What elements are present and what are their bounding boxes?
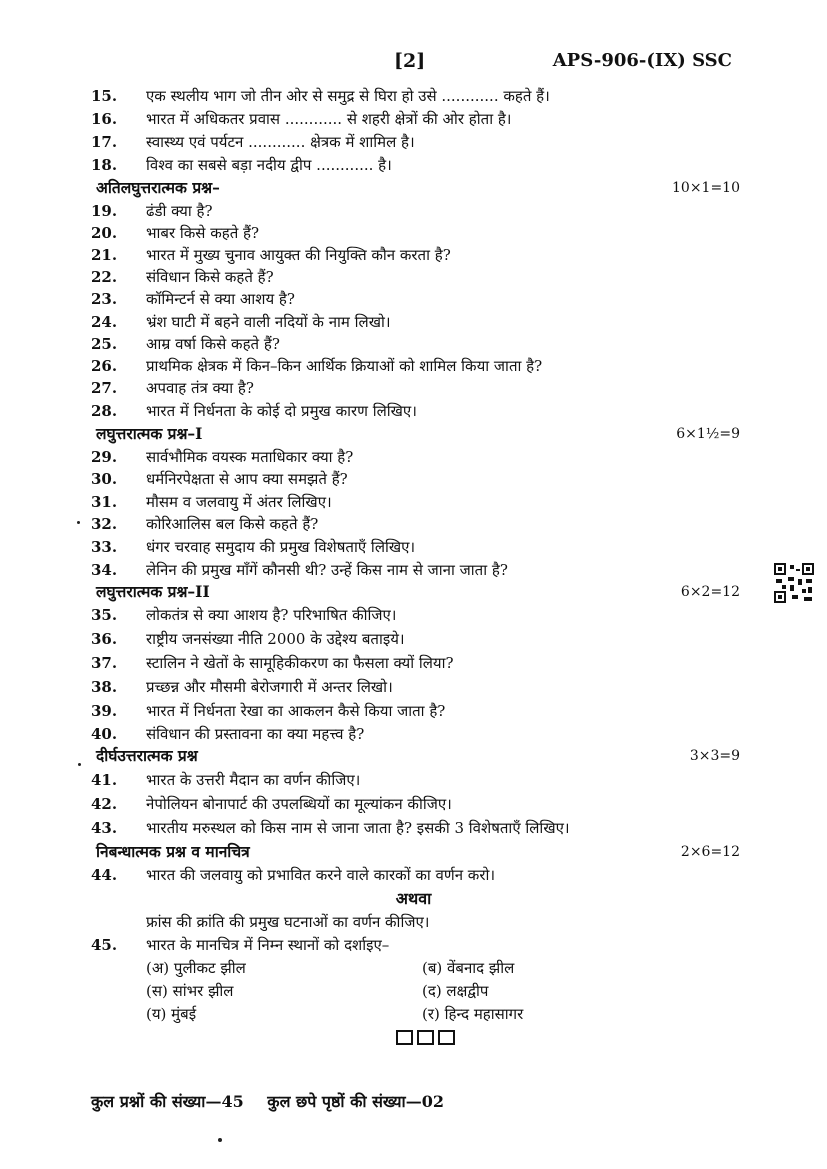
question-number: 27. xyxy=(91,379,118,397)
question-text: नेपोलियन बोनापार्ट की उपलब्धियों का मूल्यांकन कीजिए। xyxy=(146,795,452,813)
question-text: भारत के उत्तरी मैदान का वर्णन कीजिए। xyxy=(146,771,361,789)
question-number: 36. xyxy=(91,630,118,648)
section-title: लघुत्तरात्मक प्रश्न–II xyxy=(96,582,210,601)
question-number: 37. xyxy=(91,654,118,672)
question-number: 20. xyxy=(91,224,118,242)
section-title: अतिलघुत्तरात्मक प्रश्न– xyxy=(96,178,220,197)
question-row xyxy=(0,864,827,886)
section-header xyxy=(0,581,827,603)
question-number: 35. xyxy=(91,606,118,624)
question-number: 43. xyxy=(91,819,118,837)
question-row xyxy=(0,288,827,310)
question-text: मौसम व जलवायु में अंतर लिखिए। xyxy=(146,493,332,511)
question-number: 40. xyxy=(91,725,118,743)
question-row xyxy=(0,333,827,355)
section-title: दीर्घउत्तरात्मक प्रश्न xyxy=(96,746,198,765)
question-number: 39. xyxy=(91,702,118,720)
question-number: 15. xyxy=(91,87,118,105)
section-marks: 10×1=10 xyxy=(672,180,740,196)
map-place: (द) लक्षद्वीप xyxy=(422,982,489,1000)
end-of-paper-marks xyxy=(396,1030,455,1045)
question-row xyxy=(0,108,827,130)
scan-speck xyxy=(78,763,81,766)
question-text: भारत के मानचित्र में निम्न स्थानों को दर्शाइए– xyxy=(146,936,390,954)
question-text: सार्वभौमिक वयस्क मताधिकार क्या है? xyxy=(146,448,354,466)
question-number: 28. xyxy=(91,402,118,420)
question-text: राष्ट्रीय जनसंख्या नीति 2000 के उद्देश्य बताइये। xyxy=(146,630,405,648)
question-row xyxy=(0,400,827,422)
question-text: भारत में अधिकतर प्रवास ............ से शहरी क्षेत्रों की ओर होता है। xyxy=(146,110,512,128)
question-number: 21. xyxy=(91,246,118,264)
section-marks: 6×2=12 xyxy=(680,584,740,600)
section-title: लघुत्तरात्मक प्रश्न–I xyxy=(96,424,203,443)
end-box-icon xyxy=(417,1030,434,1045)
total-pages: कुल छपे पृष्ठों की संख्या—02 xyxy=(267,1092,444,1111)
question-row xyxy=(0,676,827,698)
question-number: 38. xyxy=(91,678,118,696)
question-text: कॉमिन्टर्न से क्या आशय है? xyxy=(146,290,295,308)
question-row xyxy=(0,491,827,513)
question-text: संविधान की प्रस्तावना का क्या महत्त्व है? xyxy=(146,725,365,743)
question-text: स्टालिन ने खेतों के सामूहिकीकरण का फैसला क्यों लिया? xyxy=(146,654,454,672)
question-number: 19. xyxy=(91,202,118,220)
section-header xyxy=(0,745,827,767)
question-row xyxy=(0,355,827,377)
question-number: 33. xyxy=(91,538,118,556)
question-text: भारत की जलवायु को प्रभावित करने वाले कारकों का वर्णन करो। xyxy=(146,866,496,884)
question-row xyxy=(0,911,827,933)
question-number: 41. xyxy=(91,771,118,789)
paper-code: APS-906-(IX) SSC xyxy=(552,50,732,71)
map-place: (अ) पुलीकट झील xyxy=(146,959,246,977)
question-text: प्रच्छन्न और मौसमी बेरोजगारी में अन्तर लिखो। xyxy=(146,678,393,696)
question-row xyxy=(0,793,827,815)
question-text: भारत में निर्धनता रेखा का आकलन कैसे किया जाता है? xyxy=(146,702,446,720)
question-text: आम्र वर्षा किसे कहते हैं? xyxy=(146,335,280,353)
question-number: 30. xyxy=(91,470,118,488)
question-number: 44. xyxy=(91,866,118,884)
section-marks: 3×3=9 xyxy=(689,748,740,764)
question-text: भ्रंश घाटी में बहने वाली नदियों के नाम लिखो। xyxy=(146,313,391,331)
total-questions: कुल प्रश्नों की संख्या—45 xyxy=(91,1092,244,1111)
question-row xyxy=(0,266,827,288)
question-row xyxy=(0,154,827,176)
section-header xyxy=(0,841,827,863)
question-number: 45. xyxy=(91,936,118,954)
question-number: 32. xyxy=(91,515,118,533)
question-number: 25. xyxy=(91,335,118,353)
question-row xyxy=(0,85,827,107)
question-number: 18. xyxy=(91,156,118,174)
end-box-icon xyxy=(396,1030,413,1045)
question-number: 22. xyxy=(91,268,118,286)
question-row xyxy=(0,769,827,791)
question-row xyxy=(0,311,827,333)
question-row xyxy=(0,559,827,581)
section-header xyxy=(0,177,827,199)
question-text: भारतीय मरुस्थल को किस नाम से जाना जाता है? इसकी 3 विशेषताएँ लिखिए। xyxy=(146,819,570,837)
question-text: प्राथमिक क्षेत्रक में किन–किन आर्थिक क्रियाओं को शामिल किया जाता है? xyxy=(146,357,543,375)
question-text: धंगर चरवाह समुदाय की प्रमुख विशेषताएँ लिखिए। xyxy=(146,538,416,556)
question-number: 34. xyxy=(91,561,118,579)
question-text: कोरिआलिस बल किसे कहते हैं? xyxy=(146,515,319,533)
question-row xyxy=(0,723,827,745)
scan-speck xyxy=(77,521,80,524)
question-row xyxy=(0,700,827,722)
question-row xyxy=(0,222,827,244)
question-row xyxy=(0,513,827,535)
question-text: लोकतंत्र से क्या आशय है? परिभाषित कीजिए। xyxy=(146,606,397,624)
question-text: लेनिन की प्रमुख माँगें कौनसी थी? उन्हें किस नाम से जाना जाता है? xyxy=(146,561,508,579)
footer xyxy=(91,1090,462,1112)
question-row xyxy=(0,468,827,490)
question-row xyxy=(0,652,827,674)
question-row xyxy=(0,200,827,222)
question-text: भारत में निर्धनता के कोई दो प्रमुख कारण लिखिए। xyxy=(146,402,417,420)
or-label: अथवा xyxy=(395,889,432,908)
question-number: 26. xyxy=(91,357,118,375)
question-text: संविधान किसे कहते हैं? xyxy=(146,268,274,286)
map-place: (ब) वेंबनाद झील xyxy=(422,959,515,977)
question-text: ढंडी क्या है? xyxy=(146,202,213,220)
question-row xyxy=(0,244,827,266)
question-row xyxy=(0,934,827,956)
map-place: (र) हिन्द महासागर xyxy=(422,1005,524,1023)
question-text: स्वास्थ्य एवं पर्यटन ............ क्षेत्रक में शामिल है। xyxy=(146,133,415,151)
section-title: निबन्धात्मक प्रश्न व मानचित्र xyxy=(96,842,250,861)
section-marks: 6×1½=9 xyxy=(676,426,740,442)
section-marks: 2×6=12 xyxy=(680,844,740,860)
question-row xyxy=(0,628,827,650)
question-number: 23. xyxy=(91,290,118,308)
question-number: 31. xyxy=(91,493,118,511)
section-header xyxy=(0,423,827,445)
scan-speck xyxy=(218,1138,222,1142)
question-row xyxy=(0,604,827,626)
alternate-question-text: फ्रांस की क्रांति की प्रमुख घटनाओं का वर्णन कीजिए। xyxy=(146,913,430,931)
question-number: 29. xyxy=(91,448,118,466)
question-number: 16. xyxy=(91,110,118,128)
question-text: एक स्थलीय भाग जो तीन ओर से समुद्र से घिरा हो उसे ............ कहते हैं। xyxy=(146,87,550,105)
question-text: धर्मनिरपेक्षता से आप क्या समझते हैं? xyxy=(146,470,348,488)
question-row xyxy=(0,377,827,399)
question-row xyxy=(0,131,827,153)
question-row xyxy=(0,536,827,558)
end-box-icon xyxy=(438,1030,455,1045)
question-text: भारत में मुख्य चुनाव आयुक्त की नियुक्ति कौन करता है? xyxy=(146,246,451,264)
question-number: 42. xyxy=(91,795,118,813)
question-text: भाबर किसे कहते हैं? xyxy=(146,224,260,242)
map-place: (य) मुंबई xyxy=(146,1005,197,1023)
question-text: विश्व का सबसे बड़ा नदीय द्वीप ............ है। xyxy=(146,156,392,174)
question-number: 17. xyxy=(91,133,118,151)
question-number: 24. xyxy=(91,313,118,331)
question-row xyxy=(0,817,827,839)
map-place: (स) सांभर झील xyxy=(146,982,234,1000)
question-row xyxy=(0,446,827,468)
page-number: [2] xyxy=(394,50,426,72)
question-text: अपवाह तंत्र क्या है? xyxy=(146,379,254,397)
